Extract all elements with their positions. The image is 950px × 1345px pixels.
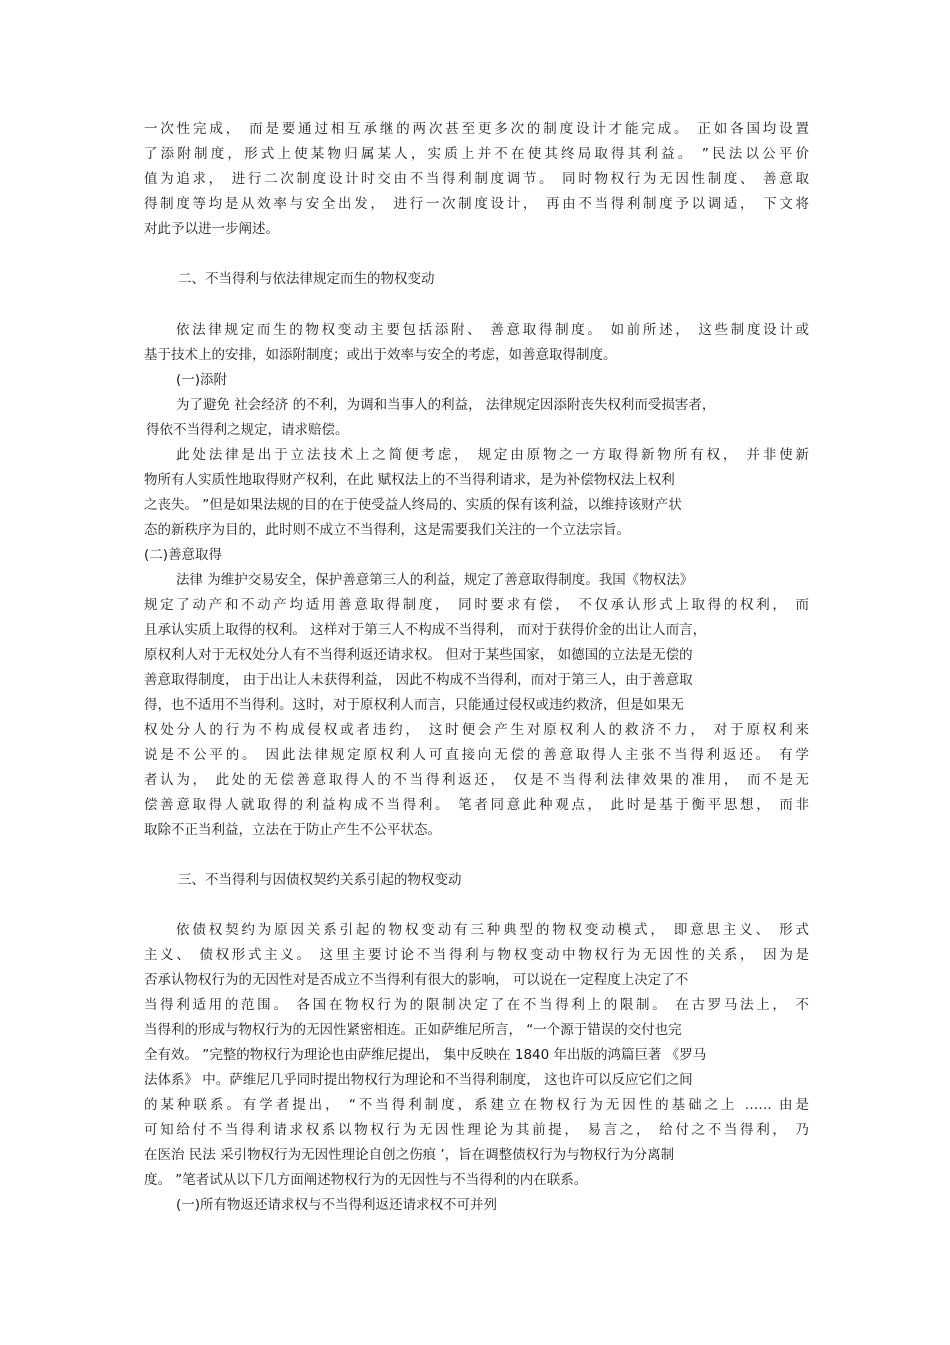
paragraph-line: 规定了动产和不动产均适用善意取得制度， 同时要求有偿， 不仅承认形式上取得的权利， 而 <box>144 597 809 613</box>
paragraph-line: 权处分人的行为不构成侵权或者违约， 这时便会产生对原权利人的救济不力， 对于原权利来 <box>144 722 809 738</box>
paragraph-line: 此处法律是出于立法技术上之简便考虑， 规定由原物之一方取得新物所有权， 并非使新 <box>176 447 809 463</box>
paragraph-line: 的某种联系。有学者提出， “不当得利制度，系建立在物权行为无因性的基础之上 …… 由是 <box>144 1097 809 1113</box>
paragraph-line: 偿善意取得人就取得的利益构成不当得利。 笔者同意此种观点， 此时是基于衡平思想， 而非 <box>144 797 809 813</box>
section-heading: 二、不当得利与依法律规定而生的物权变动 <box>178 271 435 287</box>
paragraph-line: 说是不公平的。 因此法律规定原权利人可直接向无偿的善意取得人主张不当得利返还。 有学 <box>144 747 809 763</box>
paragraph-line: 者认为， 此处的无偿善意取得人的不当得利返还， 仅是不当得利法律效果的准用， 而不是无 <box>144 772 809 788</box>
paragraph-line: 法律 为维护交易安全，保护善意第三人的利益，规定了善意取得制度。我国《物权法》 <box>176 572 694 588</box>
paragraph-line: 否承认物权行为的无因性对是否成立不当得利有很大的影响， 可以说在一定程度上决定了不 <box>144 972 689 988</box>
paragraph-line: 当得利的形成与物权行为的无因性紧密相连。正如萨维尼所言， “一个源于错误的交付也完 <box>144 1022 682 1038</box>
subsection-heading: (一)所有物返还请求权与不当得利返还请求权不可并列 <box>176 1197 498 1213</box>
paragraph-line: 对此予以进一步阐述。 <box>144 221 279 237</box>
paragraph-line: 态的新秩序为目的，此时则不成立不当得利，这是需要我们关注的一个立法宗旨。 <box>144 522 630 538</box>
paragraph-line: 主义、 债权形式主义。 这里主要讨论不当得利与物权变动中物权行为无因性的关系， 因为是 <box>144 947 809 963</box>
paragraph-line: 善意取得制度， 由于出让人未获得利益， 因此不构成不当得利，而对于第三人，由于善意取 <box>144 672 693 688</box>
paragraph-line: 取除不正当利益，立法在于防止产生不公平状态。 <box>144 822 441 838</box>
paragraph-line: 得制度等均是从效率与安全出发， 进行一次制度设计， 再由不当得利制度予以调适， 下文将 <box>144 196 809 212</box>
paragraph-line: 全有效。 ”完整的物权行为理论也由萨维尼提出， 集中反映在 1840 年出版的鸿篇巨著 《罗马 <box>144 1047 707 1063</box>
paragraph-line: 且承认实质上取得的权利。 这样对于第三人不构成不当得利， 而对于获得价金的出让人而言， <box>144 622 707 638</box>
paragraph-line: 依债权契约为原因关系引起的物权变动有三种典型的物权变动模式， 即意思主义、 形式 <box>176 922 809 938</box>
paragraph-line: 当得利适用的范围。 各国在物权行为的限制决定了在不当得利上的限制。 在古罗马法上， 不 <box>144 997 809 1013</box>
paragraph-line: 得，也不适用不当得利。这时，对于原权利人而言，只能通过侵权或违约救济，但是如果无 <box>144 697 684 713</box>
paragraph-line: 基于技术上的安排，如添附制度；或出于效率与安全的考虑，如善意取得制度。 <box>144 347 617 363</box>
paragraph-line: 得依不当得利之规定，请求赔偿。 <box>146 422 349 438</box>
paragraph-line: 值为追求， 进行二次制度设计时交由不当得利制度调节。 同时物权行为无因性制度、 善意取 <box>144 171 809 187</box>
paragraph-line: 之丧失。 ”但是如果法规的目的在于使受益人终局的、实质的保有该利益，以维持该财产状 <box>144 497 682 513</box>
section-heading: 三、不当得利与因债权契约关系引起的物权变动 <box>178 872 462 888</box>
paragraph-line: 度。 ”笔者试从以下几方面阐述物权行为的无因性与不当得利的内在联系。 <box>144 1172 588 1188</box>
subsection-heading: (二)善意取得 <box>144 547 223 563</box>
paragraph-line: 物所有人实质性地取得财产权利，在此 赋权法上的不当得利请求，是为补偿物权法上权利 <box>144 472 675 488</box>
paragraph-line: 可知给付不当得利请求权系以物权行为无因性理论为其前提， 易言之， 给付之不当得利， 乃 <box>144 1122 809 1138</box>
subsection-heading: (一)添附 <box>176 372 228 388</box>
paragraph-line: 法体系》 中。萨维尼几乎同时提出物权行为理论和不当得利制度， 这也许可以反应它们之间 <box>144 1072 693 1088</box>
paragraph-line: 了添附制度，形式上使某物归属某人，实质上并不在使其终局取得其利益。 ”民法以公平价 <box>144 146 809 162</box>
paragraph-line: 一次性完成， 而是要通过相互承继的两次甚至更多次的制度设计才能完成。 正如各国均设置 <box>144 121 809 137</box>
paragraph-line: 依法律规定而生的物权变动主要包括添附、 善意取得制度。 如前所述， 这些制度设计或 <box>176 322 809 338</box>
paragraph-line: 为了避免 社会经济 的不利，为调和当事人的利益， 法律规定因添附丧失权利而受损害者， <box>176 397 716 413</box>
paragraph-line: 在医治 民法 采引物权行为无因性理论自创之伤痕 ’，旨在调整债权行为与物权行为分离制 <box>144 1147 675 1163</box>
paragraph-line: 原权利人对于无权处分人有不当得利返还请求权。 但对于某些国家， 如德国的立法是无偿的 <box>144 647 693 663</box>
